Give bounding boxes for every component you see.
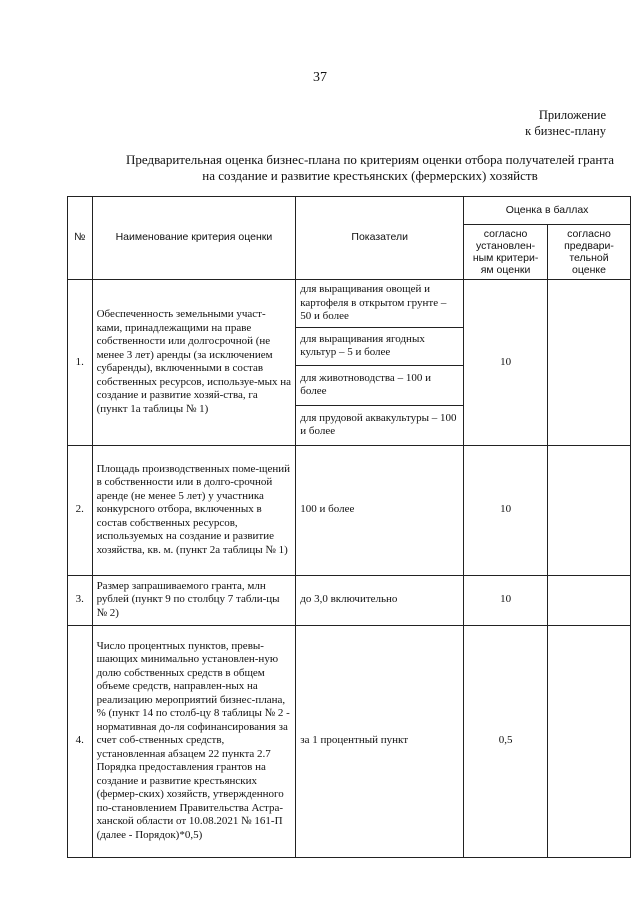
- row-4-score: 0,5: [464, 625, 548, 857]
- header-indicators: Показатели: [296, 197, 464, 280]
- row-1-num: 1.: [68, 280, 93, 446]
- criteria-table: [67, 196, 631, 858]
- appendix-label: [525, 107, 606, 139]
- row-2-num: 2.: [68, 445, 93, 575]
- title-line-2: на создание и развитие крестьянских (фермерских) хозяйств: [202, 168, 538, 183]
- appendix-line-1: Приложение: [538, 108, 606, 122]
- row-4-indicator: за 1 процентный пункт: [296, 625, 464, 857]
- table-row: [68, 625, 631, 857]
- row-1-indicator-4: для прудовой аквакультуры – 100 и более: [296, 405, 464, 445]
- row-4-num: 4.: [68, 625, 93, 857]
- table-row: [68, 575, 631, 625]
- page-number: 37: [313, 70, 327, 85]
- row-3-score: 10: [464, 575, 548, 625]
- row-2-score: 10: [464, 445, 548, 575]
- row-3-num: 3.: [68, 575, 93, 625]
- row-4-name: Число процентных пунктов, превы-шающих минимально установлен-ную долю собственных средств в общем объеме средств, направлен-ных на реализацию мероприятий бизнес-плана, % (пункт 14 по столб-цу 8 таблицы № 2 - нормативная до-ля софинансирования за счет соб-ственных средств, установленная абзацем 22 пункта 2.7 Порядка предоставления грантов на создание и развитие крестьянских (фермер-ских) хозяйств, утвержденного по-становлением Правительства Астра-ханской области от 10.08.2021 № 161-П (далее - Порядок)*0,5): [92, 625, 296, 857]
- row-2-indicator: 100 и более: [296, 445, 464, 575]
- row-3-indicator: до 3,0 включительно: [296, 575, 464, 625]
- row-1-prelim: [548, 280, 631, 446]
- header-num: №: [68, 197, 93, 280]
- header-score-group: Оценка в баллах: [464, 197, 631, 225]
- table-row: [68, 445, 631, 575]
- row-1-indicator-2: для выращивания ягодных культур – 5 и более: [296, 327, 464, 365]
- row-3-prelim: [548, 575, 631, 625]
- row-2-prelim: [548, 445, 631, 575]
- row-1-name: Обеспеченность земельными участ-ками, принадлежащими на праве собственности или долгосрочной (не менее 3 лет) аренды (за исключением субаренды), включенными в состав собственных ресурсов, используе-мых на создание и развитие хозяй-ства, га (пункт 1а таблицы № 1): [92, 280, 296, 446]
- row-1-indicator-1: для выращивания овощей и картофеля в открытом грунте – 50 и более: [296, 280, 464, 328]
- header-name: Наименование критерия оценки: [92, 197, 296, 280]
- row-3-name: Размер запрашиваемого гранта, млн рублей (пункт 9 по столбцу 7 табли-цы № 2): [92, 575, 296, 625]
- row-2-name: Площадь производственных поме-щений в собственности или в долго-срочной аренде (не менее 5 лет) у участника конкурсного отбора, включенных в состав собственных ресурсов, используемых на создание и развитие хозяйства, кв. м. (пункт 2а таблицы № 1): [92, 445, 296, 575]
- header-score-prelim: согласно предвари-тельной оценке: [548, 225, 631, 280]
- document-title: [110, 152, 630, 184]
- row-1-score: 10: [464, 280, 548, 446]
- row-1-indicator-3: для животноводства – 100 и более: [296, 365, 464, 405]
- row-4-prelim: [548, 625, 631, 857]
- appendix-line-2: к бизнес-плану: [525, 124, 606, 138]
- title-line-1: Предварительная оценка бизнес-плана по критериям оценки отбора получателей гранта: [125, 152, 614, 167]
- header-score-set: согласно установлен-ным критери-ям оценки: [464, 225, 548, 280]
- table-row: [68, 280, 631, 328]
